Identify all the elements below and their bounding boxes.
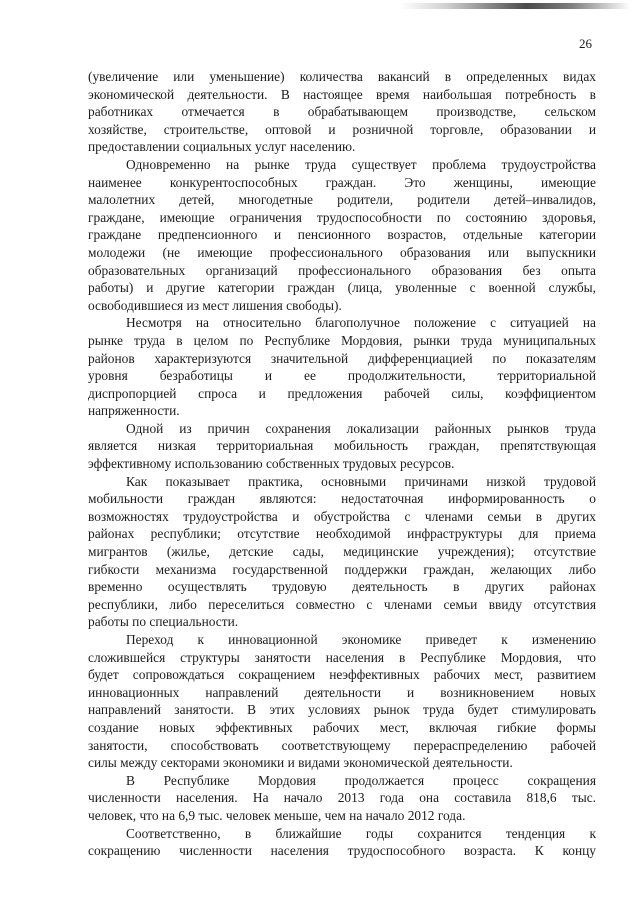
text-line: сокращению численности населения трудоспособного возраста. К концу [88,843,596,859]
paragraph [88,825,596,860]
text-line: будет сопровождаться сокращением неэффективных рабочих мест, развитием [88,667,596,683]
text-line: освободившиеся из мест лишения свободы). [88,297,342,313]
text-line: граждане предпенсионного и пенсионного возрастов, отдельные категории [88,227,596,243]
paragraph [88,68,596,156]
text-line: мигрантов (жилье, детские сады, медицинские учреждения); отсутствие [88,544,596,560]
text-line: (увеличение или уменьшение) количества вакансий в определенных видах [88,69,596,84]
text-line: Несмотря на относительно благополучное положение с ситуацией на [126,315,596,331]
paragraph [88,314,596,420]
page-number: 26 [579,36,592,51]
text-line: численности населения. На начало 2013 года она составила 818,6 тыс. [88,790,596,806]
paragraph [88,420,596,473]
paragraph [88,156,596,314]
paragraph [88,772,596,825]
text-line: работы) и другие категории граждан (лица, уволенные с военной службы, [88,280,596,296]
text-line: Соответственно, в ближайшие годы сохранится тенденция к [126,825,596,841]
text-line: Одновременно на рынке труда существует проблема трудоустройства [126,156,596,172]
text-line: мобильности граждан являются: недостаточная информированность о [88,491,596,507]
text-line: Как показывает практика, основными причинами низкой трудовой [126,473,596,489]
text-line: временно осуществлять трудовую деятельность в других районах [88,579,596,595]
text-line: районов характеризуются значительной дифференциацией по показателям [88,350,596,366]
text-line: напряженности. [88,403,180,419]
text-line: работы по специальности. [88,614,239,630]
text-line: малолетних детей, многодетные родители, родители детей–инвалидов, [88,192,596,208]
text-line: образовательных организаций профессионального образования без опыта [88,262,596,278]
text-line: предоставлении социальных услуг населению. [88,139,356,155]
text-line: рынке труда в целом по Республике Мордовия, рынки труда муниципальных [88,332,596,348]
text-line: эффективному использованию собственных трудовых ресурсов. [88,456,455,472]
text-line: хозяйстве, строительстве, оптовой и розничной торговле, образовании и [88,121,596,137]
text-line: является низкая территориальная мобильность граждан, препятствующая [88,438,596,454]
paragraph [88,473,596,631]
text-line: силы между секторами экономики и видами экономической деятельности. [88,755,513,771]
text-line: Переход к инновационной экономике приведет к изменению [126,632,596,647]
text-line: инновационных направлений деятельности и возникновением новых [88,684,596,700]
document-body [88,68,596,860]
text-line: молодежи (не имеющие профессионального образования или выпускники [88,244,596,260]
text-line: гибкости механизма государственной поддержки граждан, желающих либо [88,561,596,577]
text-line: работниках отмечается в обрабатывающем производстве, сельском [88,104,596,120]
text-line: возможностях трудоустройства и обустройства с членами семьи в других [88,508,596,524]
text-line: уровня безработицы и ее продолжительности, территориальной [88,368,596,384]
text-line: создание новых эффективных рабочих мест, включая гибкие формы [88,719,596,735]
text-line: В Республике Мордовия продолжается процесс сокращения [126,772,596,788]
paragraph [88,631,596,772]
text-line: направлений занятости. В этих условиях рынок труда будет стимулировать [88,702,596,718]
text-line: республики, либо переселиться совместно с членами семьи ввиду отсутствия [88,596,596,612]
scan-artifact [400,3,630,9]
text-line: граждане, имеющие ограничения трудоспособности по состоянию здоровья, [88,209,596,225]
text-line: диспропорцией спроса и предложения рабочей силы, коэффициентом [88,385,596,401]
text-line: районах республики; отсутствие необходимой инфраструктуры для приема [88,526,596,542]
text-line: экономической деятельности. В настоящее время наибольшая потребность в [88,86,596,102]
text-line: наименее конкурентоспособных граждан. Это женщины, имеющие [88,174,596,190]
text-line: занятости, способствовать соответствующему перераспределению рабочей [88,737,596,753]
text-line: Одной из причин сохранения локализации районных рынков труда [126,420,596,436]
text-line: сложившейся структуры занятости населения в Республике Мордовия, что [88,649,596,665]
text-line: человек, что на 6,9 тыс. человек меньше, чем на начало 2012 года. [88,807,466,823]
